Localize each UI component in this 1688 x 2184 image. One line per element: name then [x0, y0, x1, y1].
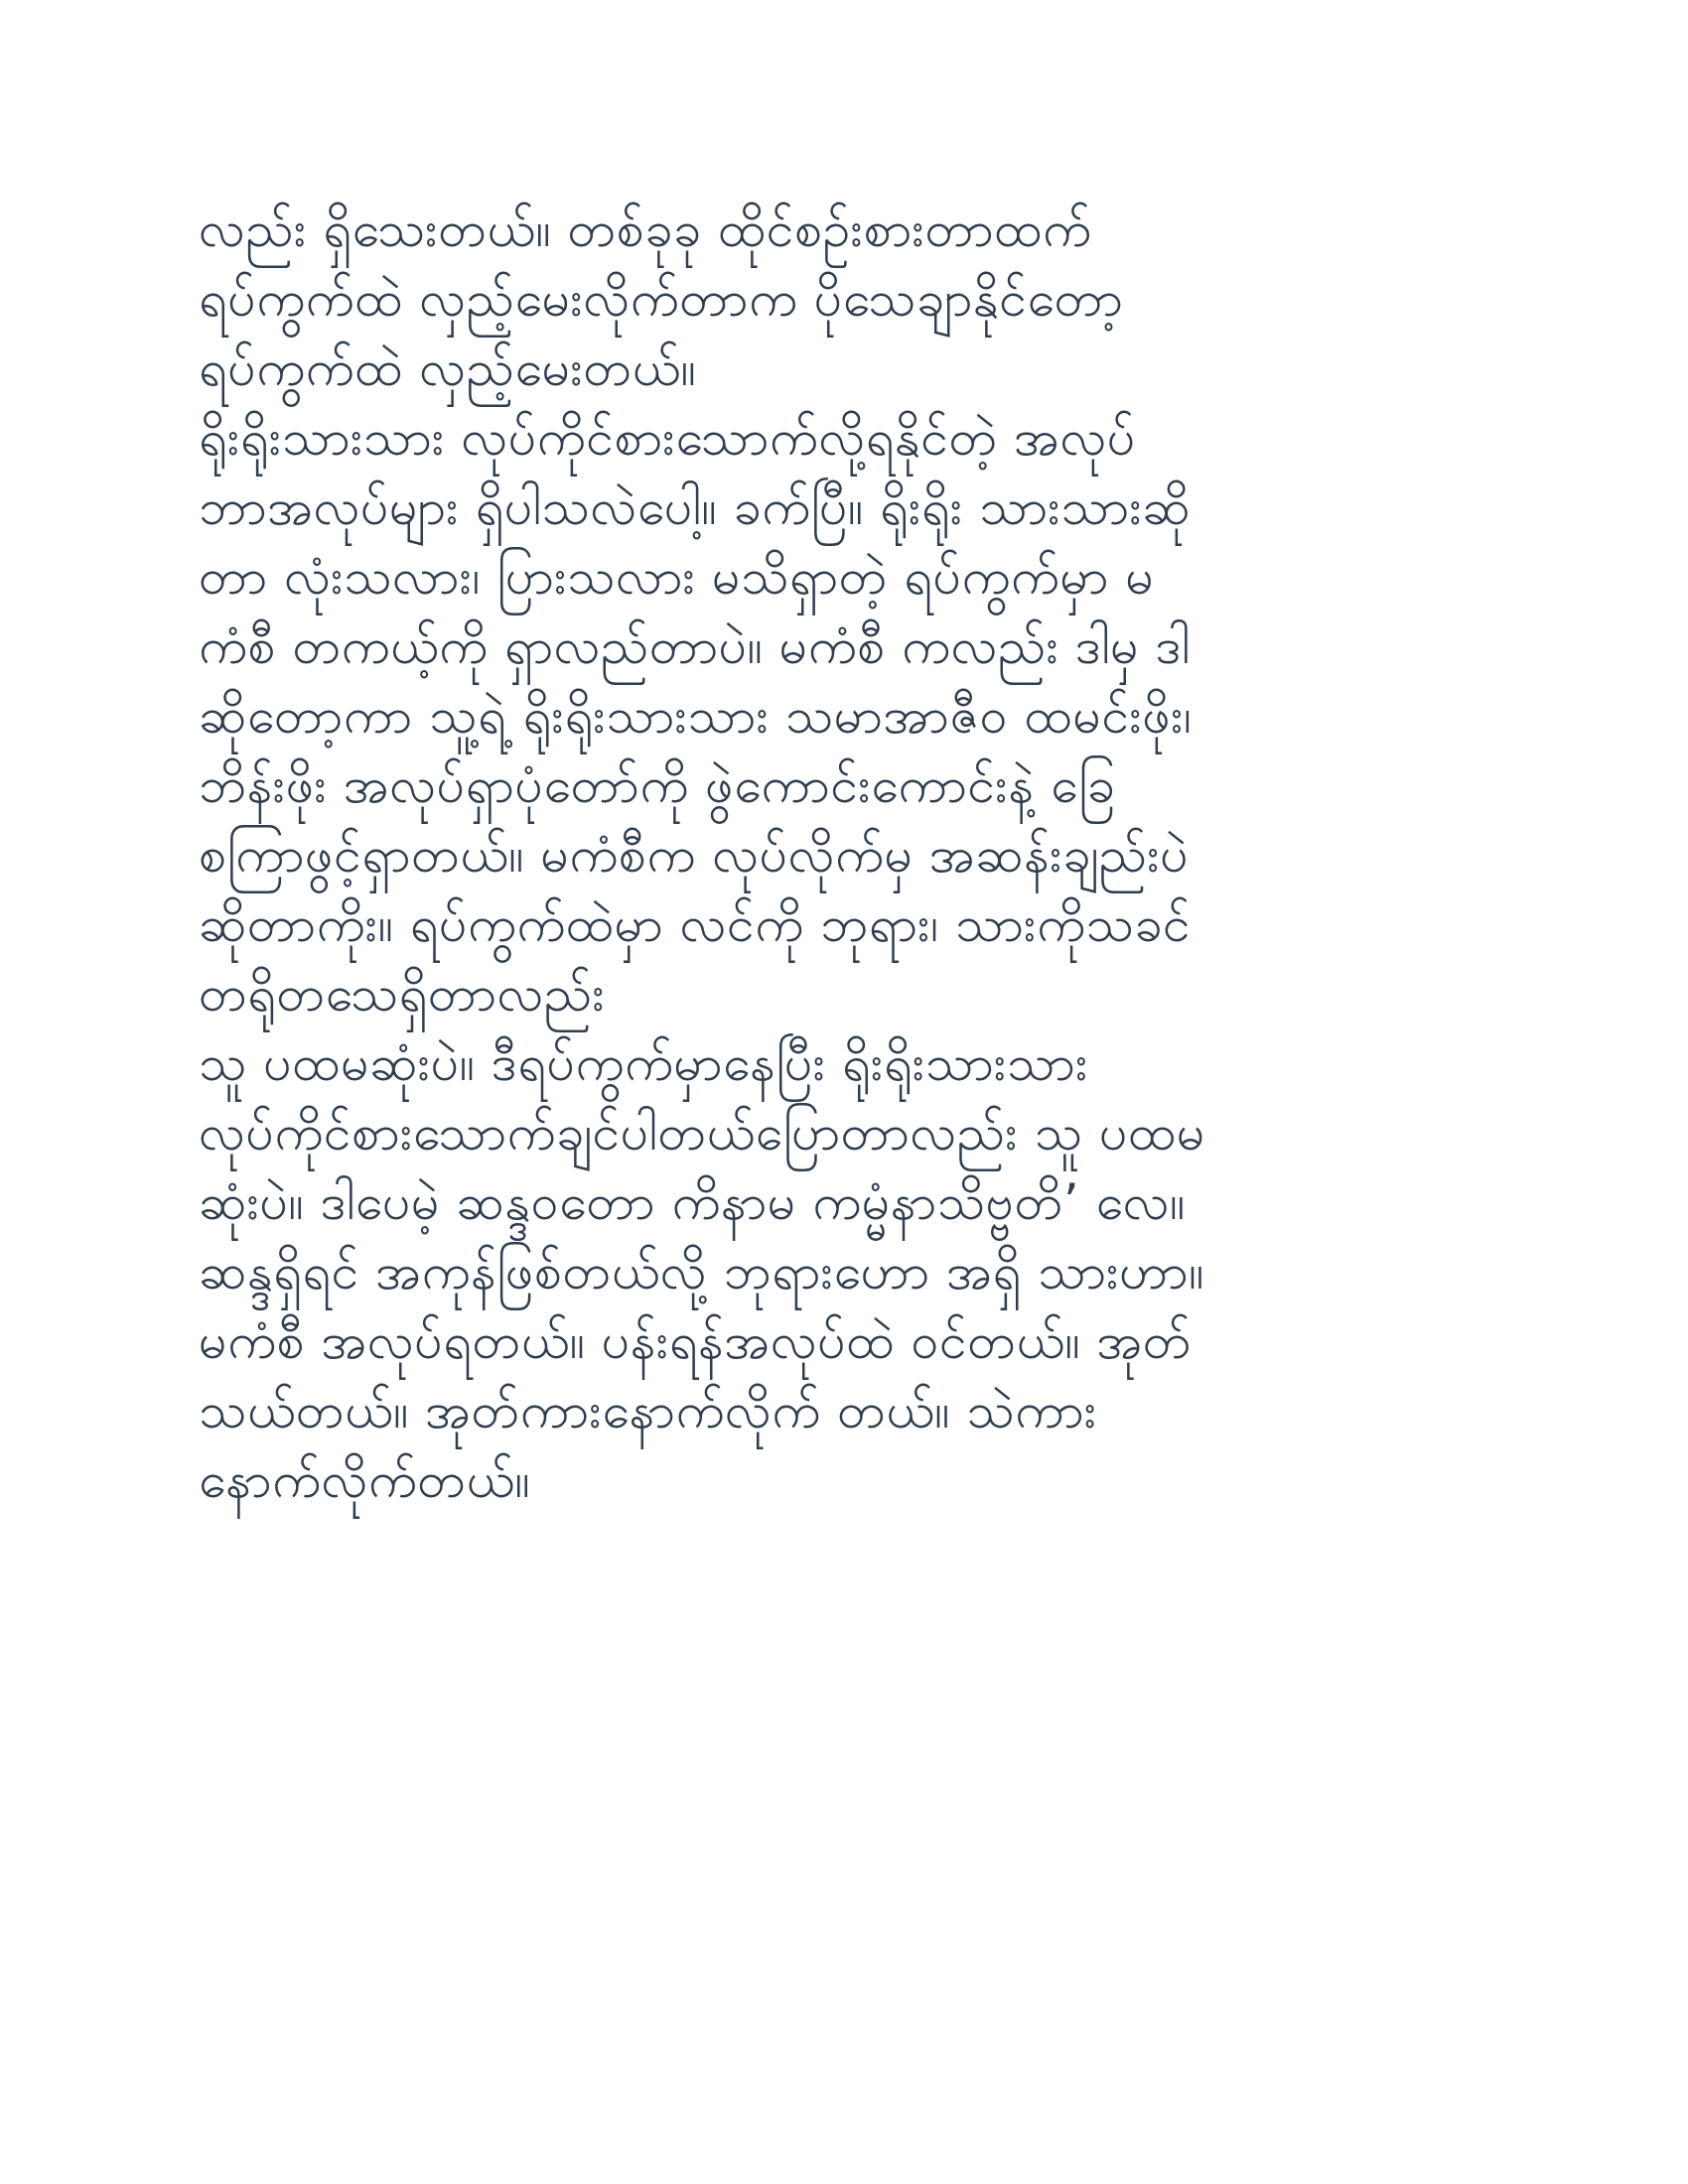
text-line: မကံစီ အလုပ်ရတယ်။ ပန်းရန်အလုပ်ထဲ ဝင်တယ်။ အုတ်: [199, 1312, 1193, 1370]
text-line: ရပ်ကွက်ထဲ လှည့်မေးလိုက်တာက ပိုသေချာနိုင်တော့: [199, 270, 1124, 328]
text-line: ဘာအလုပ်များ ရှိပါသလဲပေါ့။ ခက်ပြီ။ ရိုးရိုး သားသားဆို: [199, 478, 1192, 536]
text-line: စကြာဖွင့်ရှာတယ်။ မကံစီက လုပ်လိုက်မှ အဆန်းချည်းပဲ: [199, 826, 1190, 884]
text-line: ရပ်ကွက်ထဲ လှည့်မေးတယ်။: [199, 340, 697, 397]
text-line: တာ လုံးသလား၊ ပြားသလား မသိရှာတဲ့ ရပ်ကွက်မှာ မ: [199, 548, 1155, 606]
text-line: ဆိုတော့ကာ သူ့ရဲ့ ရိုးရိုးသားသား သမာအာဇီဝ ထမင်းဖိုး၊: [199, 687, 1193, 745]
text-line: တရိုတသေရှိတာလည်း: [199, 965, 606, 1023]
text-line: ဆိုတာကိုး။ ရပ်ကွက်ထဲမှာ လင်ကို ဘုရား၊ သားကိုသခင်: [199, 895, 1192, 953]
text-line: လုပ်ကိုင်စားသောက်ချင်ပါတယ်ပြောတာလည်း သူ ပထမ: [199, 1104, 1205, 1161]
text-line: ဆန္ဒရှိရင် အကုန်ဖြစ်တယ်လို့ ဘုရားဟော အရှိ သားဟာ။: [199, 1243, 1204, 1300]
body-text: [199, 195, 1499, 1515]
text-line: နောက်လိုက်တယ်။: [199, 1451, 531, 1509]
text-line: ကံစီ တကယ့်ကို ရှာလည်တာပဲ။ မကံစီ ကလည်း ဒါမှ ဒါ: [199, 617, 1191, 675]
text-line: ဆုံးပဲ။ ဒါပေမဲ့ ဆန္ဒဝတော ကိနာမ ကမ္မံနာသိဗ္ဗတိ’ လေ။: [199, 1173, 1186, 1231]
text-line: ဘိန်းဖိုး အလုပ်ရှာပုံတော်ကို ဖွဲကောင်းကောင်းနဲ့ ခြေ: [199, 756, 1116, 814]
text-line: ရိုးရိုးသားသား လုပ်ကိုင်စားသောက်လို့ရနိုင်တဲ့ အလုပ်: [199, 409, 1136, 467]
text-line: လည်း ရှိသေးတယ်။ တစ်ခုခု ထိုင်စဉ်းစားတာထက်: [199, 201, 1092, 258]
text-line: သူ ပထမဆုံးပဲ။ ဒီရပ်ကွက်မှာနေပြီး ရိုးရိုးသားသား: [199, 1034, 1089, 1092]
text-line: သယ်တယ်။ အုတ်ကားနောက်လိုက် တယ်။ သဲကား: [199, 1382, 1097, 1439]
